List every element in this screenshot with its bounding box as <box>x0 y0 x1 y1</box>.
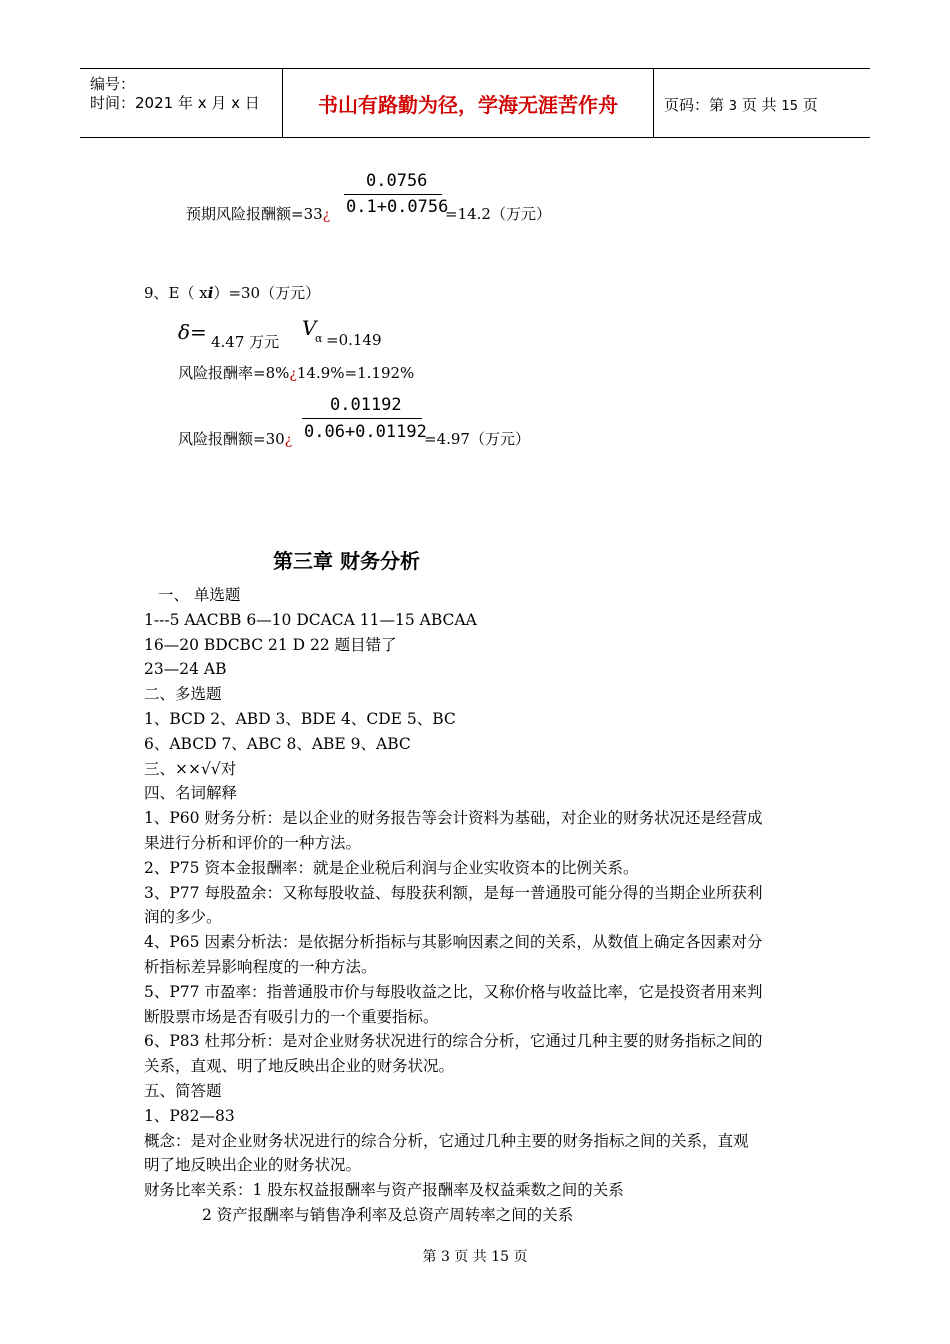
text-line: 断股票市场是否有吸引力的一个重要指标。 <box>144 1007 439 1026</box>
text-line: 五、简答题 <box>144 1081 222 1100</box>
text-line: 5、P77 市盈率：指普通股市价与每股收益之比，又称价格与收益比率，它是投资者用来判 <box>144 982 763 1001</box>
text-line: 1、BCD 2、ABD 3、BDE 4、CDE 5、BC <box>144 709 456 728</box>
f2-denominator: 0.06+0.01192 <box>304 422 427 442</box>
number-label: 编号： <box>90 75 136 93</box>
page-mid: 页 共 <box>741 96 777 114</box>
f1-denominator: 0.1+0.0756 <box>346 197 449 217</box>
text-line: 财务比率关系：1 股东权益报酬率与资产报酬率及权益乘数之间的关系 <box>144 1181 624 1200</box>
text-line: 4、P65 因素分析法：是依据分析指标与其影响因素之间的关系，从数值上确定各因素对分 <box>144 933 763 952</box>
f1-label-text: 预期风险报酬额=33 <box>186 205 323 223</box>
text-line: 2 资产报酬率与销售净利率及总资产周转率之间的关系 <box>202 1205 574 1224</box>
page-footer: 第 3 页 共 15 页 <box>422 1249 528 1265</box>
text-line: 四、名词解释 <box>144 784 238 803</box>
header-motto-cell <box>283 69 654 137</box>
risk-rate-b: 14.9%=1.192% <box>296 364 415 382</box>
page-suffix: 页 <box>802 96 818 114</box>
f2-numerator: 0.01192 <box>330 395 402 415</box>
f2-fraction-bar <box>302 418 422 419</box>
text-line: 析指标差异影响程度的一种方法。 <box>144 957 377 976</box>
chapter-title: 第三章 财务分析 <box>273 549 420 573</box>
header-info-cell <box>80 69 283 137</box>
text-line: 16—20 BDCBC 21 D 22 题目错了 <box>144 635 397 654</box>
motto: 书山有路勤为径，学海无涯苦作舟 <box>318 92 618 117</box>
text-line: 3、P77 每股盈余：又称每股收益、每股获利额，是每一普通股可能分得的当期企业所获利 <box>144 883 763 902</box>
q9-line <box>144 282 320 303</box>
risk-rate-line <box>178 362 414 383</box>
text-line: 果进行分析和评价的一种方法。 <box>144 833 362 852</box>
v-subscript: α <box>315 332 323 345</box>
page-number: 3 <box>728 99 738 114</box>
time-label: 时间：2021 年 x 月 x 日 <box>90 94 260 112</box>
page-prefix: 页码：第 <box>664 96 725 114</box>
text-line: 一、 单选题 <box>158 586 241 604</box>
f1-result: =14.2（万元） <box>445 205 551 223</box>
invalid-char: ¿ <box>322 207 331 223</box>
text-line: 三、××√√对 <box>144 759 237 778</box>
v-value: =0.149 <box>326 331 382 349</box>
text-line: 润的多少。 <box>144 908 222 927</box>
text-line: 23—24 AB <box>144 660 227 679</box>
text-line: 6、ABCD 7、ABC 8、ABE 9、ABC <box>144 734 411 753</box>
q9-rest: ）=30（万元） <box>213 284 321 302</box>
text-line: 1、P82—83 <box>144 1106 235 1125</box>
f2-result: =4.97（万元） <box>424 430 530 448</box>
text-line: 2、P75 资本金报酬率：就是企业税后利润与企业实收资本的比例关系。 <box>144 858 639 877</box>
delta-value: 4.47 万元 <box>211 333 280 351</box>
text-line: 1---5 AACBB 6—10 DCACA 11—15 ABCAA <box>144 610 477 629</box>
invalid-char: ¿ <box>289 366 297 382</box>
v-symbol: V <box>302 316 317 340</box>
text-line: 1、P60 财务分析：是以企业的财务报告等会计资料为基础，对企业的财务状况还是经营成 <box>144 809 763 828</box>
f1-numerator: 0.0756 <box>366 171 428 191</box>
q9-text: 9、E（ x <box>144 284 208 302</box>
f2-label-text: 风险报酬额=30 <box>178 430 285 448</box>
f1-label <box>186 203 330 224</box>
f1-fraction-bar <box>344 194 442 195</box>
page-header <box>80 68 870 138</box>
page-indicator <box>664 94 818 115</box>
text-line: 明了地反映出企业的财务状况。 <box>144 1156 362 1175</box>
chapter-content <box>144 583 814 1228</box>
risk-rate-a: 风险报酬率=8% <box>178 364 290 382</box>
f2-label <box>178 428 292 449</box>
delta-symbol: δ= <box>178 320 207 344</box>
page-total: 15 <box>781 99 798 114</box>
text-line: 二、多选题 <box>144 685 222 704</box>
q9-subscript: i <box>207 284 214 302</box>
invalid-char: ¿ <box>284 432 293 448</box>
text-line: 6、P83 杜邦分析：是对企业财务状况进行的综合分析，它通过几种主要的财务指标之间的 <box>144 1032 763 1051</box>
text-line: 关系，直观、明了地反映出企业的财务状况。 <box>144 1057 455 1076</box>
text-line: 概念：是对企业财务状况进行的综合分析，它通过几种主要的财务指标之间的关系，直观 <box>144 1131 749 1150</box>
